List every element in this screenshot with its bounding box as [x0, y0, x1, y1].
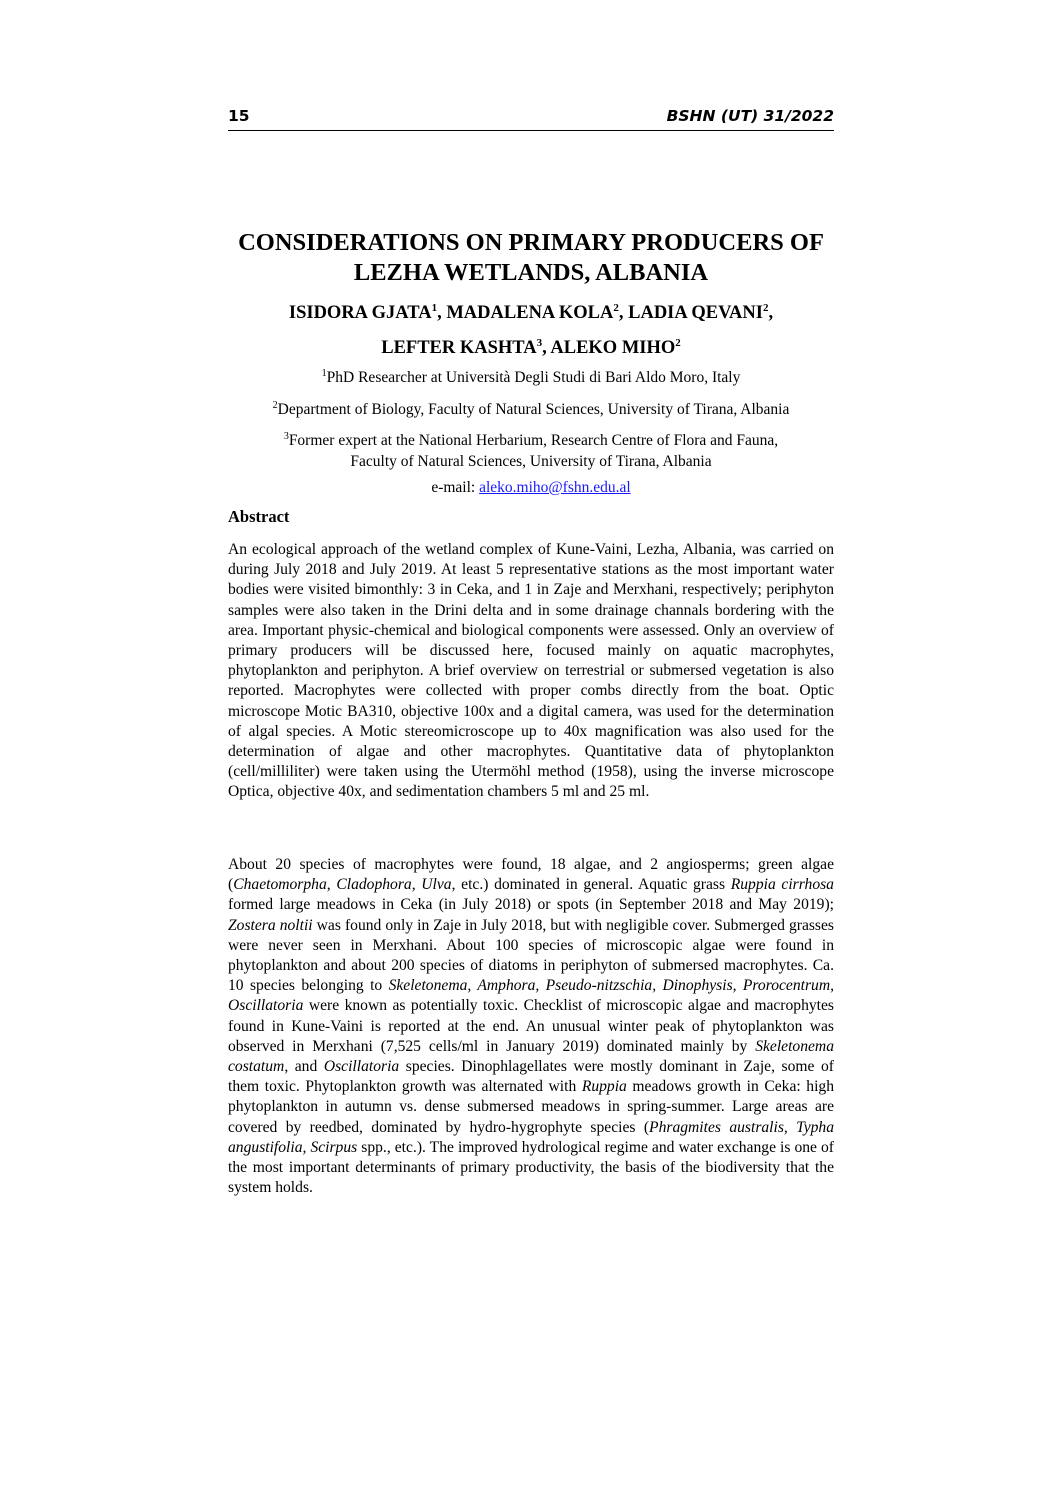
affiliation-mark: 2	[272, 400, 278, 411]
text-run: meadows growth in Ceka: high phytoplankton in autumn vs. dense submersed meadows in spring-summer. Large areas are covered by reedbed, dominated by hydro-hygrophyte species (	[228, 1078, 834, 1136]
text-run: formed large meadows in Ceka (in July 2018) or spots (in September 2018 and May 2019);	[228, 896, 834, 914]
author-line-1	[228, 297, 834, 324]
species-name-italic: Zostera noltii	[228, 916, 313, 934]
page-number: 15	[228, 107, 250, 125]
text-run: , etc.) dominated in general. Aquatic grass	[451, 876, 731, 894]
title-line-1: CONSIDERATIONS ON PRIMARY PRODUCERS OF	[238, 229, 824, 256]
journal-reference: BSHN (UT) 31/2022	[666, 107, 834, 125]
affiliation-1	[228, 363, 834, 388]
author-separator: ,	[437, 303, 447, 323]
author-name: LEFTER KASHTA	[381, 338, 537, 358]
text-run: were known as potentially toxic. Checklist of microscopic algae and macrophytes found in Kune-Vaini is reported at the end. An unusual winter peak of phytoplankton was observed in Merxhani (7,525 cells/ml in January 2019) dominated mainly by	[228, 997, 834, 1055]
species-name-italic: Chaetomorpha, Cladophora, Ulva	[233, 876, 452, 894]
author-name: ALEKO MIHO	[550, 338, 676, 358]
affiliation-mark: 1	[321, 368, 327, 379]
text-run: About 20 species of macrophytes were found, 18 algae, and 2 angiosperms; green algae (	[228, 856, 834, 894]
text-run: was found only in Zaje in July 2018, but with negligible cover. Submerged grasses were never seen in Merxhani. About 100 species of microscopic algae were found in phytoplankton and about 200 species of diatoms in periphyton of submersed macrophytes. Ca. 10 species belonging to	[228, 916, 834, 995]
affiliation-3	[228, 426, 834, 472]
affiliation-text-line-2: Faculty of Natural Sciences, University of Tirana, Albania	[350, 453, 712, 470]
text-run: species. Dinophlagellates were mostly dominant in Zaje, some of them toxic. Phytoplankton growth was alternated with	[228, 1058, 834, 1096]
affiliation-text: Former expert at the National Herbarium, Research Centre of Flora and Fauna,	[288, 432, 779, 449]
author-name: MADALENA KOLA	[446, 303, 614, 323]
author-affiliation-mark: 2	[613, 302, 619, 314]
author-line-2	[228, 332, 834, 359]
species-name-italic: Skeletonema, Amphora, Pseudo-nitzschia, Dinophysis, Prorocentrum, Oscillatoria	[228, 977, 834, 1015]
author-name: LADIA QEVANI	[628, 303, 763, 323]
affiliation-text: Department of Biology, Faculty of Natural Sciences, University of Tirana, Albania	[277, 401, 790, 418]
email-label: e-mail:	[431, 479, 480, 496]
author-affiliation-mark: 2	[675, 337, 681, 349]
affiliation-mark: 3	[283, 431, 289, 442]
author-separator: ,	[768, 303, 774, 323]
text-run: spp., etc.). The improved hydrological regime and water exchange is one of the most important determinants of primary productivity, the basis of the biodiversity that the system holds.	[228, 1138, 834, 1197]
author-affiliation-mark: 3	[536, 337, 543, 349]
affiliation-text: PhD Researcher at Università Degli Studi di Bari Aldo Moro, Italy	[326, 369, 741, 386]
species-name-italic: Phragmites australis, Typha angustifolia, Scirpus	[228, 1118, 835, 1156]
text-run: , and	[284, 1058, 324, 1076]
author-separator: ,	[618, 303, 629, 323]
author-affiliation-mark: 2	[762, 302, 769, 314]
species-name-italic: Skeletonema costatum	[228, 1037, 834, 1076]
author-separator: ,	[542, 338, 551, 358]
paper-title	[228, 228, 834, 288]
abstract-paragraph-2	[228, 855, 834, 1198]
species-name-italic: Oscillatoria	[323, 1058, 400, 1076]
email-link[interactable]: aleko.miho@fshn.edu.al	[479, 479, 631, 496]
title-line-2: LEZHA WETLANDS, ALBANIA	[353, 259, 709, 286]
affiliation-2	[228, 395, 834, 420]
contact-email	[228, 477, 834, 498]
author-name: ISIDORA GJATA	[288, 303, 432, 323]
running-header	[228, 104, 834, 131]
author-affiliation-mark: 1	[431, 302, 438, 314]
species-name-italic: Ruppia cirrhosa	[730, 876, 834, 894]
species-name-italic: Ruppia	[581, 1078, 627, 1096]
abstract-heading: Abstract	[228, 507, 290, 526]
abstract-paragraph-1: An ecological approach of the wetland complex of Kune-Vaini, Lezha, Albania, was carried on during July 2018 and July 2019. At least 5 representative stations as the most important water bodies were visited bimonthly: 3 in Ceka, and 1 in Zaje and Merxhani, respectively; periphyton samples were also taken in the Drini delta and in some drainage channals bordering with the area. Important physic-chemical and biological components were assessed. Only an overview of primary producers will be discussed here, focused mainly on aquatic macrophytes, phytoplankton and periphyton. A brief overview on terrestrial or submersed vegetation is also reported. Macrophytes were collected with proper combs directly from the boat. Optic microscope Motic BA310, objective 100x and a digital camera, was used for the determination of algal species. A Motic stereomicroscope up to 40x magnification was also used for the determination of algae and other macrophytes. Quantitative data of phytoplankton (cell/milliliter) were taken using the Utermöhl method (1958), using the inverse microscope Optica, objective 40x, and sedimentation chambers 5 ml and 25 ml.	[228, 541, 834, 801]
